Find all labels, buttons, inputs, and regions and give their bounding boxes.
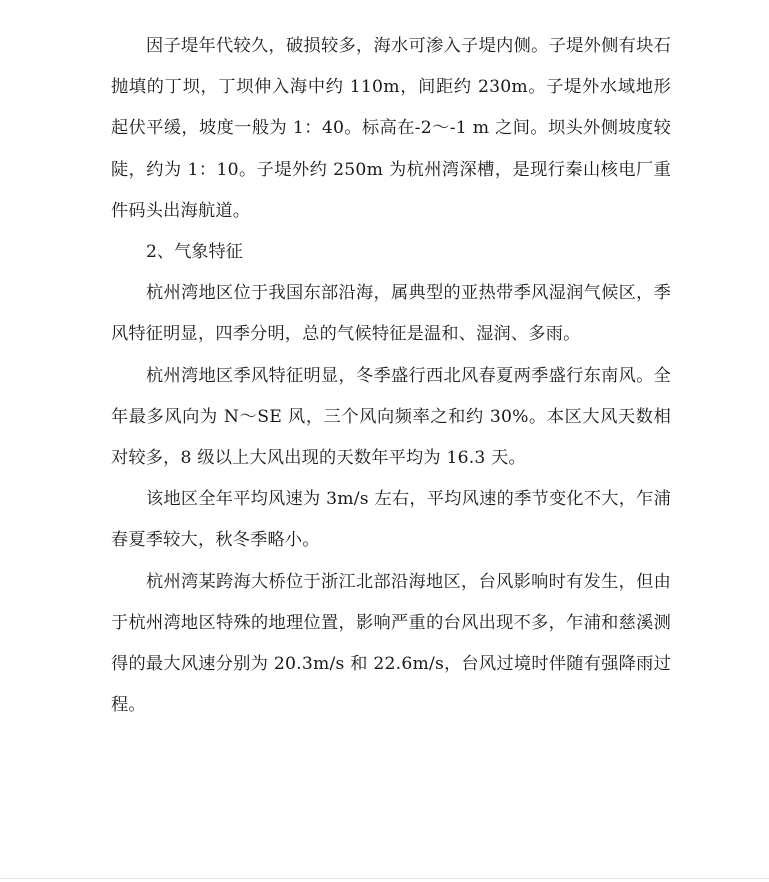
section-heading-meteorology: 2、气象特征 [146,242,243,263]
paragraph-climate: 杭州湾地区位于我国东部沿海，属典型的亚热带季风湿润气候区，季风特征明显，四季分明，总的气候特征是温和、湿润、多雨。 [111,283,671,345]
paragraph-typhoon: 杭州湾某跨海大桥位于浙江北部沿海地区，台风影响时有发生，但由于杭州湾地区特殊的地理位置，影响严重的台风出现不多，乍浦和慈溪测得的最大风速分别为 20.3m/s 和 22.6m/s，台风过境时伴随有强降雨过程。 [111,571,671,716]
paragraph-monsoon: 杭州湾地区季风特征明显，冬季盛行西北风春夏两季盛行东南风。全年最多风向为 N～SE 风，三个风向频率之和约 30%。本区大风天数相对较多，8 级以上大风出现的天数年平均为 16.3 天。 [111,365,671,469]
document-body [111,26,671,726]
paragraph-wind-speed: 该地区全年平均风速为 3m/s 左右，平均风速的季节变化不大，乍浦春夏季较大，秋冬季略小。 [111,489,671,551]
paragraph-embankment: 因子堤年代较久，破损较多，海水可渗入子堤内侧。子堤外侧有块石抛填的丁坝，丁坝伸入海中约 110m，间距约 230m。子堤外水域地形起伏平缓，坡度一般为 1：40。标高在-2～-1 m 之间。坝头外侧坡度较陡，约为 1：10。子堤外约 250m 为杭州湾深槽，是现行秦山核电厂重件码头出海航道。 [111,36,671,221]
page-bottom-edge [0,878,769,879]
